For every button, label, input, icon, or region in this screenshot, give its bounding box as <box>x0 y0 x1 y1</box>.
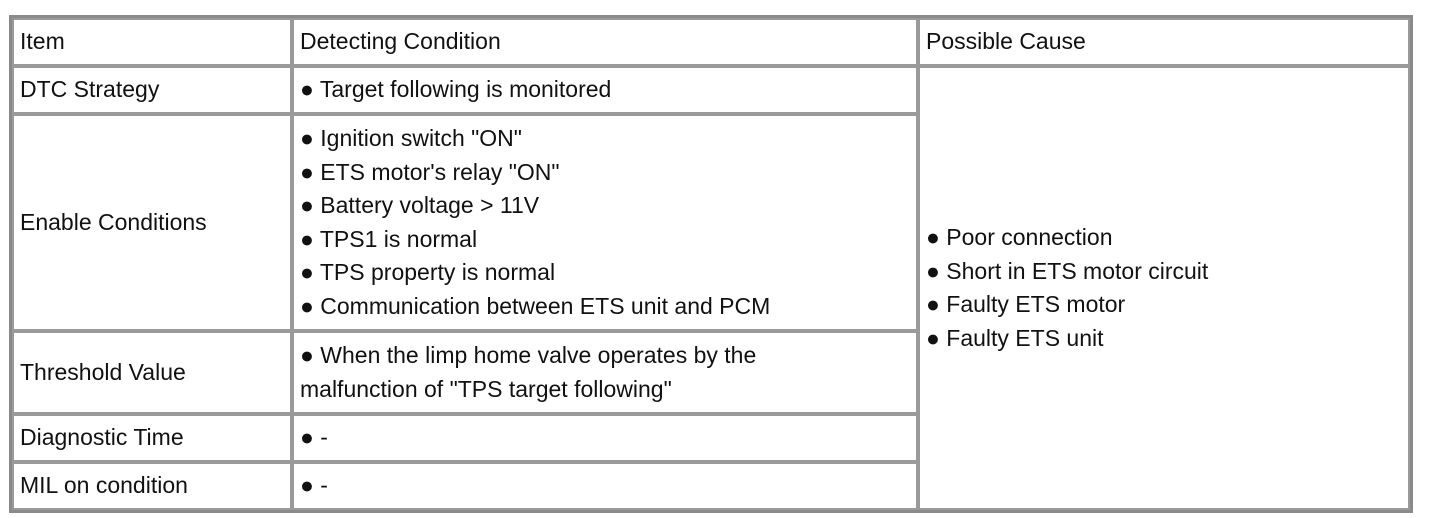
condition-cell <box>292 66 918 114</box>
cause-line: ● Short in ETS motor circuit <box>926 257 1209 284</box>
condition-line: ● When the limp home valve operates by the <box>300 342 757 368</box>
condition-cell <box>292 462 918 510</box>
cause-line: ● Faulty ETS motor <box>926 291 1126 317</box>
condition-line: ● TPS1 is normal <box>300 225 478 252</box>
cause-line: ● Faulty ETS unit <box>926 324 1104 351</box>
condition-line: ● TPS property is normal <box>300 259 556 285</box>
condition-line: ● Target following is monitored <box>300 76 612 103</box>
item-cell: Enable Conditions <box>12 114 292 331</box>
item-cell: Threshold Value <box>12 331 292 414</box>
item-cell: Diagnostic Time <box>12 414 292 462</box>
condition-line: ● Battery voltage > 11V <box>300 192 540 218</box>
item-cell: DTC Strategy <box>12 66 292 114</box>
condition-cell <box>292 331 918 414</box>
header-detecting-condition: Detecting Condition <box>292 18 918 66</box>
header-possible-cause: Possible Cause <box>918 18 1410 66</box>
condition-cell <box>292 114 918 331</box>
condition-line: malfunction of "TPS target following" <box>300 375 672 402</box>
header-item: Item <box>12 18 292 66</box>
condition-line: ● ETS motor's relay "ON" <box>300 158 560 185</box>
header-row <box>12 18 1410 66</box>
condition-cell <box>292 414 918 462</box>
dtc-spec-table <box>9 15 1413 513</box>
condition-line: ● - <box>300 472 328 499</box>
dtc-spec-sheet <box>9 15 1413 513</box>
possible-cause-cell <box>918 66 1410 510</box>
condition-line: ● - <box>300 424 328 451</box>
condition-line: ● Communication between ETS unit and PCM <box>300 292 771 319</box>
cause-line: ● Poor connection <box>926 224 1113 250</box>
item-cell: MIL on condition <box>12 462 292 510</box>
condition-line: ● Ignition switch "ON" <box>300 125 522 151</box>
table-row <box>12 66 1410 114</box>
